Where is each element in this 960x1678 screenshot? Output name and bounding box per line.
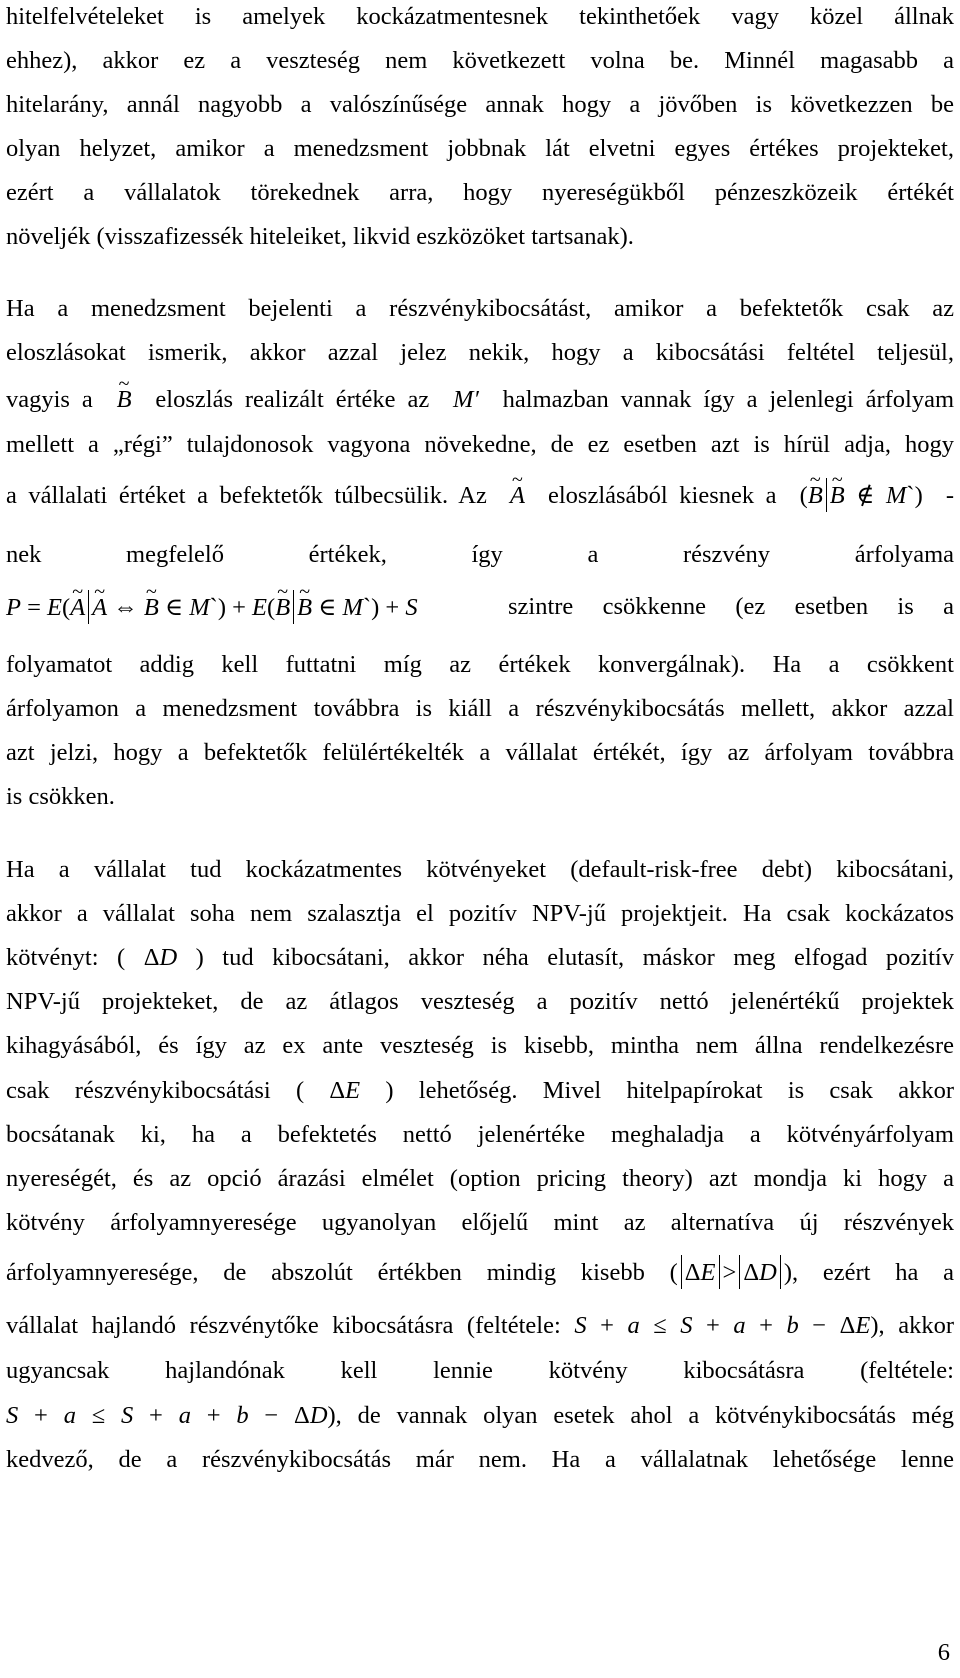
paragraph-line: mellett a „régi” tulajdonosok vagyona növekedne, de ez esetben azt is hírül adja, hogy <box>6 431 954 458</box>
text-segment: árfolyamnyeresége, de abszolút értékben mindig kisebb ( <box>6 1259 678 1286</box>
paragraph-line: folyamatot addig kell futtatni míg az értékek konvergálnak). Ha a csökkent <box>6 651 954 678</box>
text-segment: ) tud kibocsátani, akkor néha elutasít, máskor meg elfogad pozitív <box>195 944 954 971</box>
paragraph-line: eloszlásokat ismerik, akkor azzal jelez nekik, hogy a kibocsátási feltétel teljesül, <box>6 339 954 366</box>
paragraph-line: Ha a vállalat tud kockázatmentes kötvényeket (default-risk-free debt) kibocsátani, <box>6 856 954 883</box>
math-b-tilde: ~ B <box>105 386 144 413</box>
text-segment: ), akkor <box>870 1312 954 1339</box>
paragraph-line: kihagyásából, és így az ex ante veszteség is kisebb, mintha nem állna rendelkezésre <box>6 1032 954 1059</box>
paragraph-line: kötvény árfolyamnyeresége ugyanolyan előjelű mint az alternatíva új részvények <box>6 1209 954 1236</box>
paragraph-line: hitelarány, annál nagyobb a valószínűsége annak hogy a jövőben is következzen be <box>6 91 954 118</box>
text-segment: vállalat hajlandó részvénytőke kibocsátásra (feltétele: <box>6 1312 561 1339</box>
paragraph-line: Ha a menedzsment bejelenti a részvénykibocsátást, amikor a befektetők csak az <box>6 295 954 322</box>
paragraph-line: azt jelzi, hogy a befektetők felülértékelték a vállalat értékét, így az árfolyam továbbra <box>6 739 954 766</box>
paragraph-line <box>6 1399 954 1433</box>
math-condition: (~ B~ B ∉ M`) <box>788 482 934 509</box>
text-segment: vagyis a <box>6 386 93 413</box>
paragraph-line: NPV-jű projekteket, de az átlagos veszteség a pozitív nettó jelenértékű projektek <box>6 988 954 1015</box>
paragraph-line: olyan helyzet, amikor a menedzsment jobbnak lát elvetni egyes értékes projekteket, <box>6 135 954 162</box>
paragraph-line <box>6 1309 954 1343</box>
paragraph-line <box>6 1074 954 1108</box>
math-delta-e: ΔE <box>304 1077 386 1104</box>
text-segment: csak részvénykibocsátási ( <box>6 1077 305 1104</box>
text-segment: kötvényt: ( <box>6 944 126 971</box>
paragraph-line: akkor a vállalat soha nem szalasztja el pozitív NPV-jű projektjeit. Ha csak kockázatos <box>6 900 954 927</box>
paragraph-line: árfolyamon a menedzsment továbbra is kiáll a részvénykibocsátás mellett, akkor azzal <box>6 695 954 722</box>
math-abs-inequality: ΔE > ΔD <box>678 1259 784 1286</box>
paragraph-line <box>6 383 954 417</box>
paragraph-line: ezért a vállalatok törekednek arra, hogy nyereségükből pénzeszközeik értékét <box>6 179 954 206</box>
paragraph-line: is csökken. <box>6 783 115 810</box>
text-segment: eloszlásából kiesnek a <box>548 482 777 509</box>
paragraph-line: nek megfelelő értékek, így a részvény árfolyama <box>6 541 954 568</box>
paragraph-line: kedvező, de a részvénykibocsátás már nem. Ha a vállalatnak lehetősége lenne <box>6 1446 954 1473</box>
text-segment: ), ezért ha a <box>783 1259 954 1286</box>
text-segment: a vállalati értéket a befektetők túlbecsülik. Az <box>6 482 487 509</box>
math-delta-d: ΔD <box>125 944 196 971</box>
text-segment: - <box>945 482 954 509</box>
page-number: 6 <box>937 1639 950 1666</box>
math-equity-condition: S + a ≤ S + a + b − ΔE <box>560 1312 871 1339</box>
paragraph-line: ehhez), akkor ez a veszteség nem következett volna be. Minnél magasabb a <box>6 47 954 74</box>
paragraph-line: nyereségét, és az opció árazási elmélet (option pricing theory) azt mondja ki hogy a <box>6 1165 954 1192</box>
math-debt-condition: S + a ≤ S + a + b − ΔD <box>6 1402 328 1429</box>
text-segment: eloszlás realizált értéke az <box>155 386 430 413</box>
paragraph-line: szintre csökkenne (ez esetben is a <box>508 593 954 620</box>
text-segment: halmazban vannak így a jelenlegi árfolyam <box>502 386 955 413</box>
text-segment: ) lehetőség. Mivel hitelpapírokat is csak akkor <box>385 1077 954 1104</box>
paragraph-line: bocsátanak ki, ha a befektetés nettó jelenértéke meghaladja a kötvényárfolyam <box>6 1121 954 1148</box>
paragraph-line: ugyancsak hajlandónak kell lennie kötvény kibocsátásra (feltétele: <box>6 1357 954 1384</box>
price-equation: P = E(~ A~ A ⇔ ~ B ∈ M`) + E(~ B~ B ∈ M`) + S <box>6 590 418 625</box>
math-m-prime: M′ <box>441 386 491 413</box>
math-a-tilde: ~ A <box>498 482 536 509</box>
paragraph-line: hitelfelvételeket is amelyek kockázatmentesnek tekinthetőek vagy közel állnak <box>6 3 954 30</box>
paragraph-line <box>6 1255 954 1289</box>
paragraph-line <box>6 478 954 512</box>
text-segment: ), de vannak olyan esetek ahol a kötvénykibocsátás még <box>327 1402 954 1429</box>
paragraph-line: növeljék (visszafizessék hiteleiket, likvid eszközöket tartsanak). <box>6 223 634 250</box>
paragraph-line <box>6 941 954 975</box>
